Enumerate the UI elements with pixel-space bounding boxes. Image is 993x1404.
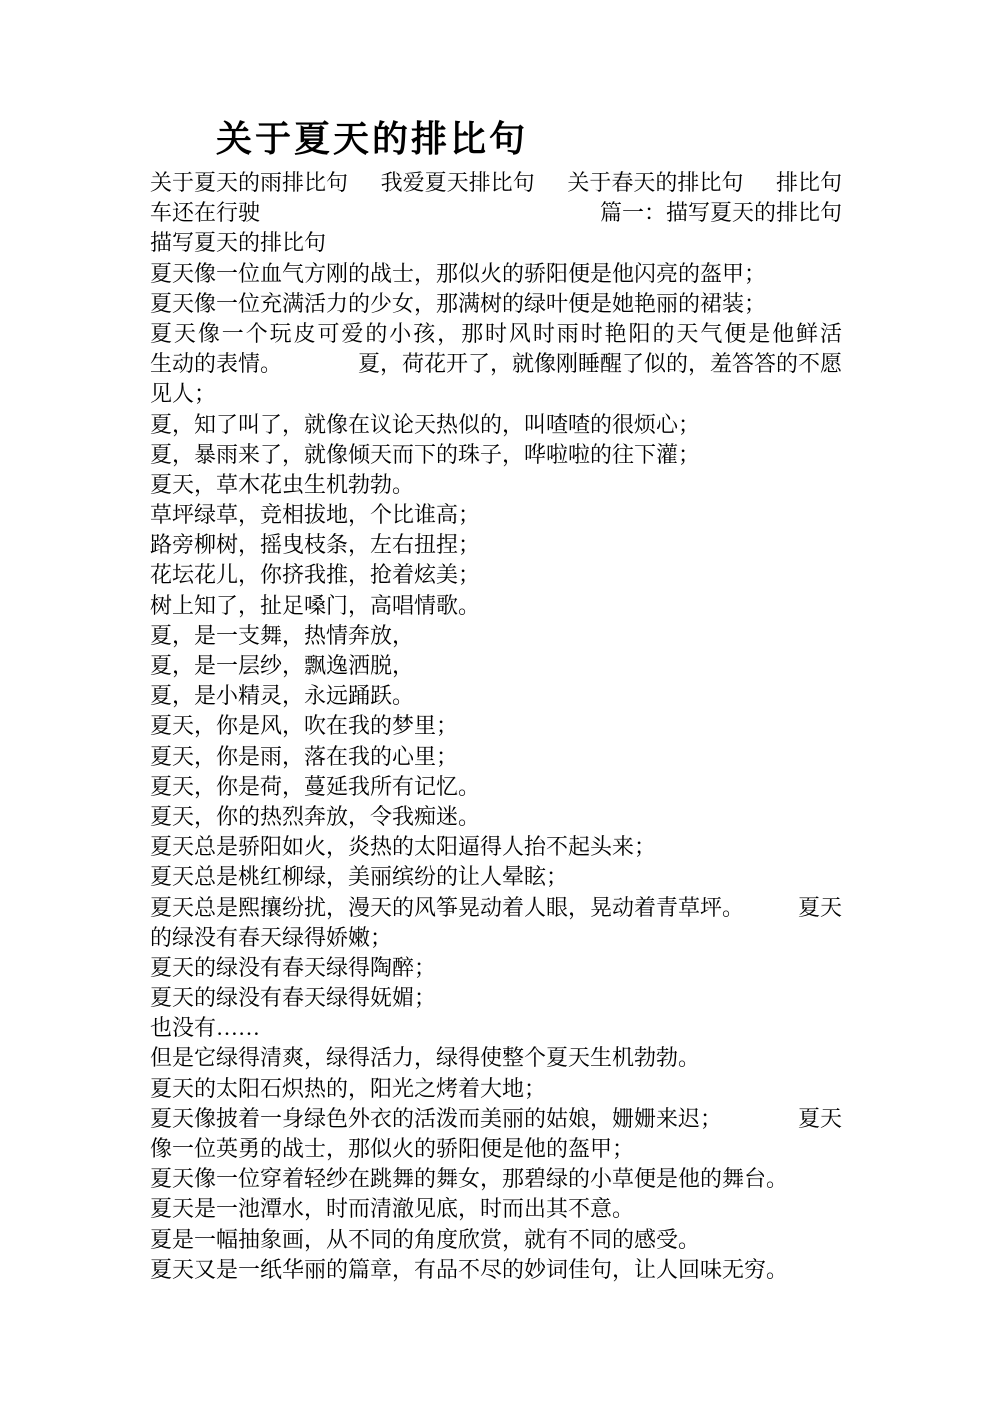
line-segment-right: 夏天 <box>797 894 842 920</box>
text-line: 夏天的绿没有春天绿得妩媚； <box>150 985 437 1011</box>
text-line <box>150 893 842 923</box>
line-segment-right: 夏，荷花开了，就像刚睡醒了似的，羞答答的不愿 <box>357 351 842 377</box>
line-segment-left: 夏天像披着一身绿色外衣的活泼而美丽的姑娘，姗姗来迟； <box>150 1105 723 1131</box>
document-title: 关于夏天的排比句 <box>216 119 529 159</box>
text-line: 夏是一幅抽象画，从不同的角度欣赏，就有不同的感受。 <box>150 1226 701 1252</box>
text-line: 但是它绿得清爽，绿得活力，绿得使整个夏天生机勃勃。 <box>150 1045 701 1071</box>
text-line: 草坪绿草，竞相拔地，个比谁高； <box>150 502 481 528</box>
text-line: 夏天，草木花虫生机勃勃。 <box>150 471 415 497</box>
text-line: 见人； <box>150 381 217 407</box>
text-line: 夏，知了叫了，就像在议论天热似的，叫喳喳的很烦心； <box>150 411 701 437</box>
document-content <box>150 116 842 1285</box>
text-line: 夏天，你是荷，蔓延我所有记忆。 <box>150 773 481 799</box>
text-line <box>150 349 842 379</box>
text-line: 树上知了，扯足嗓门，高唱情歌。 <box>150 592 481 618</box>
text-line: 像一位英勇的战士，那似火的骄阳便是他的盔甲； <box>150 1136 635 1161</box>
text-line: 夏天总是骄阳如火，炎热的太阳逼得人抬不起头来； <box>150 834 657 860</box>
text-line: 夏，是一层纱，飘逸洒脱， <box>150 653 415 678</box>
text-line: 描写夏天的排比句 <box>150 230 327 256</box>
text-line: 夏天，你是雨，落在我的心里； <box>150 743 459 769</box>
text-line: 路旁柳树，摇曳枝条，左右扭捏； <box>150 532 481 558</box>
text-line <box>150 1104 842 1134</box>
text-line: 也没有…… <box>150 1015 261 1041</box>
line-segment-right: 篇一：描写夏天的排比句 <box>599 200 842 226</box>
document-body <box>150 168 842 1285</box>
text-line: 夏天总是桃红柳绿，美丽缤纷的让人晕眩； <box>150 864 569 890</box>
text-line: 夏天，你的热烈奔放，令我痴迷。 <box>150 803 481 829</box>
text-line: 夏天，你是风，吹在我的梦里； <box>150 713 459 739</box>
line-segment-right: 夏天 <box>797 1105 842 1131</box>
text-line: 夏，暴雨来了，就像倾天而下的珠子，哗啦啦的往下灌； <box>150 441 701 467</box>
text-line: 夏天像一个玩皮可爱的小孩，那时风时雨时艳阳的天气便是他鲜活 <box>150 320 842 346</box>
line-segment: 我爱夏天排比句 <box>380 170 535 195</box>
text-line: 夏天像一位血气方刚的战士，那似火的骄阳便是他闪亮的盔甲； <box>150 260 767 286</box>
line-segment-left: 夏天总是熙攘纷扰，漫天的风筝晃动着人眼，晃动着青草坪。 <box>150 894 745 920</box>
text-line: 夏天的太阳石炽热的，阳光之烤着大地； <box>150 1075 547 1101</box>
line-segment: 关于春天的排比句 <box>567 170 744 195</box>
text-line: 夏天是一池潭水，时而清澈见底，时而出其不意。 <box>150 1196 635 1222</box>
text-line: 夏天的绿没有春天绿得陶醉； <box>150 954 437 980</box>
text-line: 夏，是小精灵，永远踊跃。 <box>150 683 415 709</box>
text-line: 夏天像一位穿着轻纱在跳舞的舞女，那碧绿的小草便是他的舞台。 <box>150 1166 789 1192</box>
text-line: 的绿没有春天绿得娇嫩； <box>150 924 393 950</box>
line-segment-left: 生动的表情。 <box>150 351 283 377</box>
text-line: 夏，是一支舞，热情奔放， <box>150 622 415 648</box>
line-segment-left: 车还在行驶 <box>150 200 261 226</box>
text-line: 夏天像一位充满活力的少女，那满树的绿叶便是她艳丽的裙装； <box>150 290 767 316</box>
text-line: 夏天又是一纸华丽的篇章，有品不尽的妙词佳句，让人回味无穷。 <box>150 1256 789 1282</box>
line-segment: 排比句 <box>775 170 842 195</box>
line-segment: 关于夏天的雨排比句 <box>150 170 349 195</box>
text-line <box>150 198 842 228</box>
text-line: 花坛花儿，你挤我推，抢着炫美； <box>150 562 481 588</box>
text-line <box>150 168 842 198</box>
